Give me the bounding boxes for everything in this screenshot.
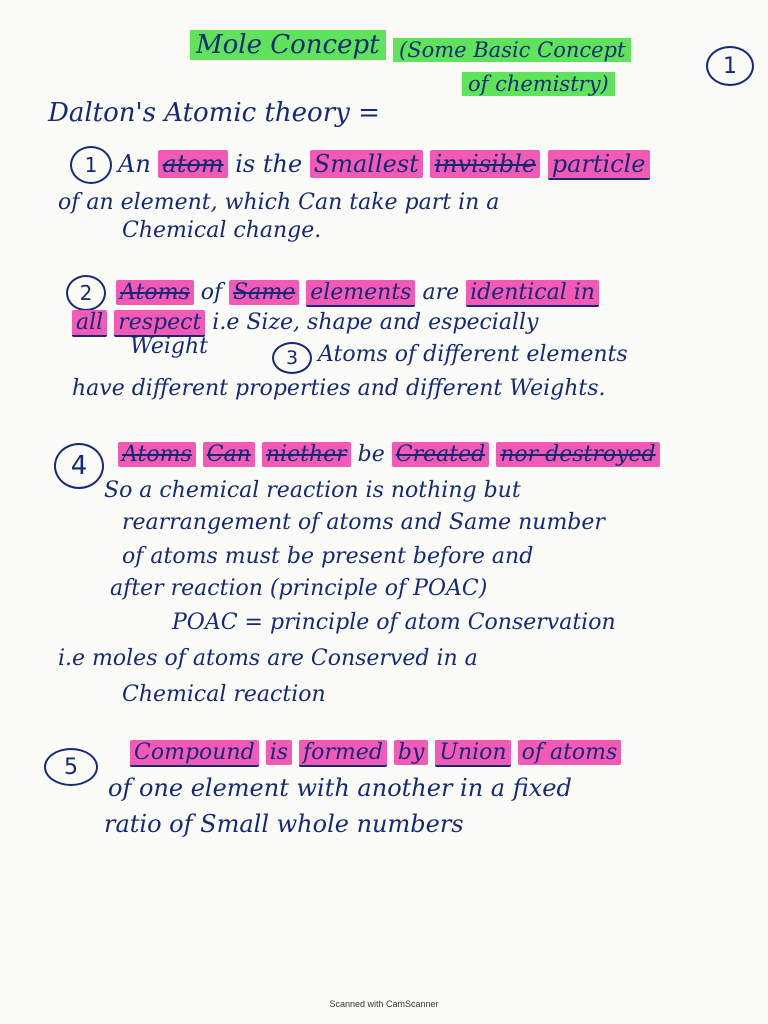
point-4-line-1: Atoms Can niether be Created nor destroyed <box>118 444 660 466</box>
point-5-line-2: of one element with another in a fixed <box>108 774 572 802</box>
point-3-number: 3 <box>272 342 312 374</box>
point-1-line-3: Chemical change. <box>122 218 322 243</box>
point-4-line-8: Chemical reaction <box>122 682 326 707</box>
point-4-line-2: So a chemical reaction is nothing but <box>104 478 521 503</box>
point-4-line-6: POAC = principle of atom Conservation <box>172 610 616 635</box>
scanner-watermark: Scanned with CamScanner <box>329 999 439 1009</box>
point-1-line-2: of an element, which Can take part in a <box>58 190 500 215</box>
point-4-line-3: rearrangement of atoms and Same number <box>122 510 605 535</box>
point-5-line-3: ratio of Small whole numbers <box>104 810 464 838</box>
point-4-line-5: after reaction (principle of POAC) <box>110 576 488 601</box>
point-2-line-1: Atoms of Same elements are identical in <box>116 282 599 304</box>
point-4-line-4: of atoms must be present before and <box>122 544 534 569</box>
point-5-number: 5 <box>44 748 98 786</box>
point-3-line-2: have different properties and different Weights. <box>72 376 606 401</box>
point-2-line-3: Weight <box>130 334 208 359</box>
header-subtitle-2: of chemistry) <box>462 74 615 95</box>
point-2-number: 2 <box>66 275 106 311</box>
point-4-number: 4 <box>54 443 104 489</box>
point-2-line-2: all respect i.e Size, shape and especially <box>72 312 538 334</box>
section-heading: Dalton's Atomic theory = <box>48 98 380 128</box>
point-4-line-7: i.e moles of atoms are Conserved in a <box>58 646 478 671</box>
point-1-number: 1 <box>70 146 112 184</box>
header-subtitle-1: (Some Basic Concept <box>393 40 631 61</box>
header-title: Mole Concept <box>190 32 386 58</box>
point-1-line-1: An atom is the Smallest invisible particle <box>118 152 650 176</box>
point-5-line-1: Compound is formed by Union of atoms <box>130 742 621 764</box>
point-3-line-1: Atoms of different elements <box>318 342 628 367</box>
page-number: 1 <box>706 46 754 86</box>
